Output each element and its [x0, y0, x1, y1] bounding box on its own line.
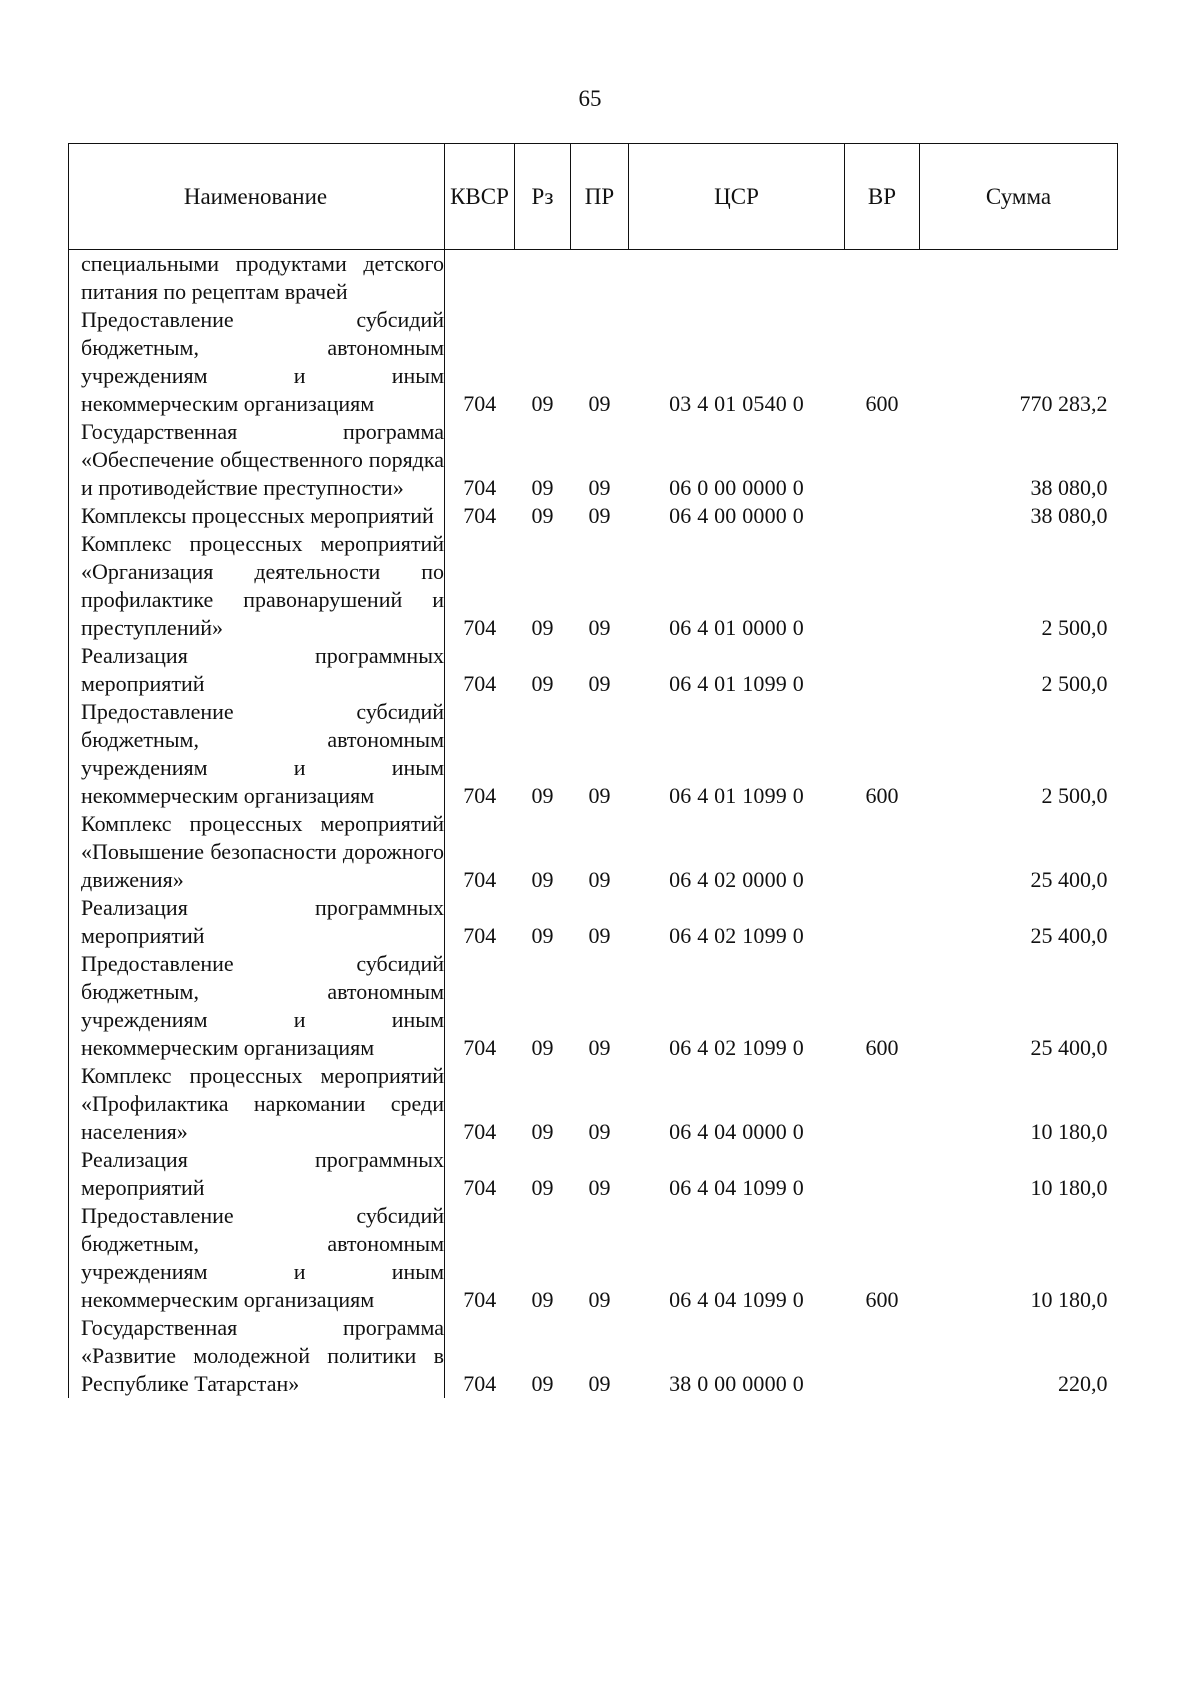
cell-csr: 06 4 02 1099 0: [669, 923, 804, 948]
table-row: [69, 250, 1118, 307]
cell-csr: 03 4 01 0540 0: [669, 391, 804, 416]
cell-kvsr: 704: [445, 1062, 515, 1146]
cell-rz: 09: [531, 391, 554, 416]
cell-sum: 25 400,0: [1030, 1035, 1108, 1060]
cell-name: Предоставление субсидий бюджетным, автономным учреждениям и иным некоммерческим организациям: [69, 1202, 445, 1314]
header-csr: ЦСР: [629, 144, 845, 250]
cell-name: Предоставление субсидий бюджетным, автономным учреждениям и иным некоммерческим организациям: [69, 698, 445, 810]
cell-kvsr: 704: [445, 1202, 515, 1314]
cell-sum: 25 400,0: [1030, 923, 1108, 948]
cell-pr: 09: [588, 1035, 611, 1060]
cell-vr: [845, 810, 920, 894]
cell-vr: [845, 530, 920, 642]
cell-vr: 600: [865, 783, 899, 808]
cell-name: специальными продуктами детского питания по рецептам врачей: [69, 250, 445, 307]
table-row: [69, 642, 1118, 698]
cell-pr: 09: [588, 615, 611, 640]
cell-rz: 09: [531, 1035, 554, 1060]
cell-kvsr: 704: [445, 642, 515, 698]
cell-kvsr: 704: [445, 1314, 515, 1398]
cell-kvsr: 704: [445, 810, 515, 894]
cell-name: Комплекс процессных мероприятий «Повышение безопасности дорожного движения»: [69, 810, 445, 894]
table-row: [69, 894, 1118, 950]
cell-csr: 06 4 01 1099 0: [669, 671, 804, 696]
cell-kvsr: 704: [445, 950, 515, 1062]
cell-rz: 09: [531, 503, 554, 528]
cell-vr: [845, 642, 920, 698]
table-row: [69, 306, 1118, 418]
header-pr: ПР: [571, 144, 629, 250]
table-row: [69, 502, 1118, 530]
cell-vr: [845, 1062, 920, 1146]
cell-kvsr: 704: [445, 698, 515, 810]
cell-csr: 38 0 00 0000 0: [669, 1371, 804, 1396]
cell-pr: 09: [588, 1371, 611, 1396]
page-number: 65: [578, 86, 602, 111]
cell-sum: [920, 250, 1118, 307]
cell-vr: 600: [865, 391, 899, 416]
cell-name: Реализация программных мероприятий: [69, 642, 445, 698]
cell-pr: 09: [588, 391, 611, 416]
header-vr: ВР: [845, 144, 920, 250]
cell-pr: 09: [588, 867, 611, 892]
table-row: [69, 1146, 1118, 1202]
cell-pr: 09: [588, 783, 611, 808]
cell-pr: 09: [588, 1287, 611, 1312]
cell-sum: 25 400,0: [1030, 867, 1108, 892]
cell-kvsr: [445, 250, 515, 307]
cell-vr: 600: [865, 1035, 899, 1060]
cell-csr: 06 4 00 0000 0: [669, 503, 804, 528]
cell-csr: 06 4 02 1099 0: [669, 1035, 804, 1060]
cell-pr: [571, 250, 629, 307]
cell-csr: 06 4 02 0000 0: [669, 867, 804, 892]
cell-pr: 09: [588, 1119, 611, 1144]
cell-sum: 38 080,0: [1030, 475, 1108, 500]
cell-csr: 06 4 01 0000 0: [669, 615, 804, 640]
cell-name: Предоставление субсидий бюджетным, автономным учреждениям и иным некоммерческим организациям: [69, 306, 445, 418]
cell-csr: 06 4 01 1099 0: [669, 783, 804, 808]
cell-sum: 770 283,2: [1019, 391, 1108, 416]
cell-rz: 09: [531, 615, 554, 640]
cell-vr: [845, 1314, 920, 1398]
cell-rz: 09: [531, 923, 554, 948]
table-row: [69, 950, 1118, 1062]
table-row: [69, 1202, 1118, 1314]
cell-csr: 06 0 00 0000 0: [669, 475, 804, 500]
budget-table: [68, 143, 1118, 1398]
cell-rz: 09: [531, 475, 554, 500]
cell-vr: 600: [865, 1287, 899, 1312]
cell-csr: 06 4 04 1099 0: [669, 1287, 804, 1312]
table-header: [69, 144, 1118, 250]
cell-kvsr: 704: [445, 894, 515, 950]
cell-name: Реализация программных мероприятий: [69, 894, 445, 950]
table-row: [69, 1062, 1118, 1146]
cell-vr: [845, 418, 920, 502]
cell-sum: 2 500,0: [1041, 671, 1108, 696]
cell-rz: 09: [531, 1287, 554, 1312]
cell-sum: 10 180,0: [1030, 1175, 1108, 1200]
cell-csr: 06 4 04 0000 0: [669, 1119, 804, 1144]
cell-rz: 09: [531, 671, 554, 696]
cell-pr: 09: [588, 923, 611, 948]
cell-name: Комплексы процессных мероприятий: [69, 502, 445, 530]
cell-kvsr: 704: [445, 1146, 515, 1202]
table-row: [69, 418, 1118, 502]
header-kvsr: КВСР: [445, 144, 515, 250]
cell-pr: 09: [588, 671, 611, 696]
cell-rz: 09: [531, 1371, 554, 1396]
cell-rz: 09: [531, 1119, 554, 1144]
cell-name: Реализация программных мероприятий: [69, 1146, 445, 1202]
cell-sum: 2 500,0: [1041, 783, 1108, 808]
header-sum: Сумма: [920, 144, 1118, 250]
cell-name: Государственная программа «Развитие молодежной политики в Республике Татарстан»: [69, 1314, 445, 1398]
cell-kvsr: 704: [445, 530, 515, 642]
cell-pr: 09: [588, 503, 611, 528]
cell-pr: 09: [588, 475, 611, 500]
cell-sum: 220,0: [1058, 1371, 1108, 1396]
cell-rz: [515, 250, 571, 307]
cell-rz: 09: [531, 867, 554, 892]
cell-vr: [845, 502, 920, 530]
cell-name: Предоставление субсидий бюджетным, автономным учреждениям и иным некоммерческим организациям: [69, 950, 445, 1062]
cell-kvsr: 704: [445, 502, 515, 530]
cell-sum: 2 500,0: [1041, 615, 1108, 640]
cell-kvsr: 704: [445, 418, 515, 502]
table-row: [69, 698, 1118, 810]
cell-sum: 10 180,0: [1030, 1119, 1108, 1144]
cell-pr: 09: [588, 1175, 611, 1200]
table-body: [69, 250, 1118, 1399]
cell-vr: [845, 250, 920, 307]
cell-sum: 38 080,0: [1030, 503, 1108, 528]
cell-rz: 09: [531, 783, 554, 808]
cell-rz: 09: [531, 1175, 554, 1200]
cell-vr: [845, 1146, 920, 1202]
cell-kvsr: 704: [445, 306, 515, 418]
header-rz: Рз: [515, 144, 571, 250]
table-row: [69, 810, 1118, 894]
table-row: [69, 1314, 1118, 1398]
cell-name: Государственная программа «Обеспечение общественного порядка и противодействие преступности»: [69, 418, 445, 502]
cell-csr: 06 4 04 1099 0: [669, 1175, 804, 1200]
cell-name: Комплекс процессных мероприятий «Организация деятельности по профилактике правонарушений и преступлений»: [69, 530, 445, 642]
cell-csr: [629, 250, 845, 307]
cell-vr: [845, 894, 920, 950]
header-name: Наименование: [69, 144, 445, 250]
cell-name: Комплекс процессных мероприятий «Профилактика наркомании среди населения»: [69, 1062, 445, 1146]
table-row: [69, 530, 1118, 642]
cell-sum: 10 180,0: [1030, 1287, 1108, 1312]
